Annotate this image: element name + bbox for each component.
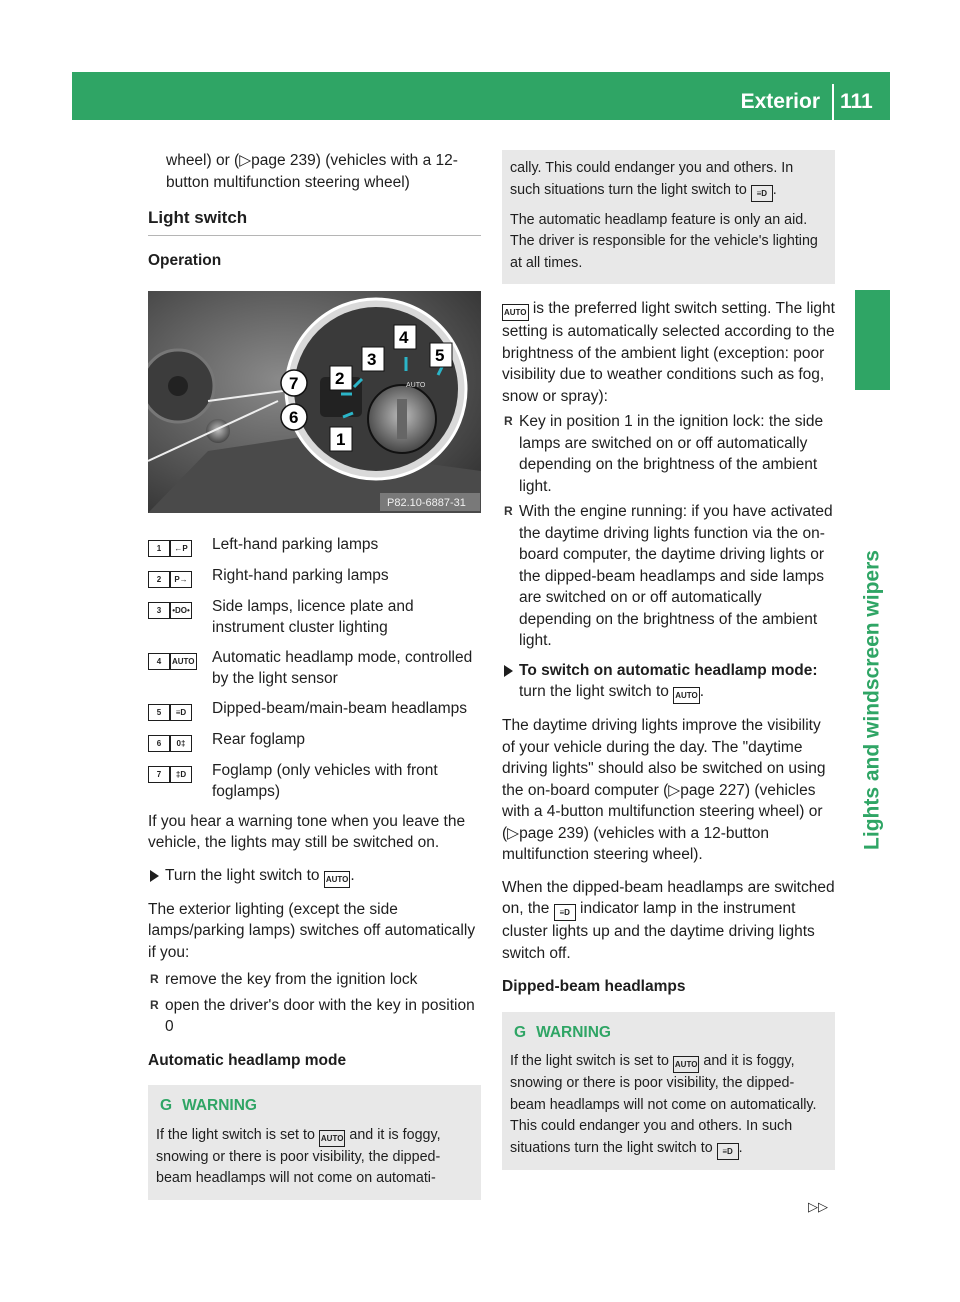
legend-item: [148, 565, 481, 588]
legend-item: [148, 698, 481, 721]
callout-number: 5: [148, 704, 170, 721]
legend-text: Dipped-beam/main-beam headlamps: [212, 699, 468, 717]
legend-text: Left-hand parking lamps: [212, 535, 379, 553]
legend-text: Side lamps, licence plate and instrument cluster lighting: [212, 597, 414, 636]
callout-number: 1: [148, 540, 170, 557]
figure-code: P82.10-6887-31: [387, 497, 466, 509]
warning-box: [148, 1085, 481, 1200]
figure-callout-3: 3: [367, 350, 377, 369]
left-column: [148, 150, 481, 1214]
legend-text: Automatic headlamp mode, controlled by the light sensor: [212, 648, 473, 687]
dipped-beam-icon: ≡D: [170, 704, 192, 721]
callout-number: 7: [148, 766, 170, 783]
figure-callout-1: 1: [336, 430, 346, 449]
side-lamp-icon: •DO•: [170, 602, 192, 619]
warning-box-continued: [502, 150, 835, 284]
warning-tone-text: If you hear a warning tone when you leave the vehicle, the lights may still be switched on.: [148, 812, 466, 851]
warning-text: If the light switch is set to AUTO and it is foggy, snowing or there is poor visibility, the dipped-beam headlamps will not come on automati-: [156, 1126, 441, 1186]
svg-text:AUTO: AUTO: [406, 382, 426, 389]
page-number: 111: [840, 90, 873, 113]
warning-text: cally. This could endanger you and others. In such situations turn the light switch to ≡D .: [510, 158, 827, 202]
figure-callout-2: 2: [335, 369, 345, 388]
warning-triangle-icon: G: [514, 1023, 527, 1041]
warning-text: If the light switch is set to AUTO and it is foggy, snowing or there is poor visibility, the dipped-beam headlamps will not come on automatically. This could endanger you and others. In such situations turn the light switch to ≡D .: [510, 1051, 827, 1160]
list-item: R open the driver's door with the key in position 0: [148, 995, 481, 1038]
auto-icon: AUTO: [319, 1130, 346, 1147]
list-item: R remove the key from the ignition lock: [148, 969, 481, 991]
subsection-title: Dipped-beam headlamps: [502, 978, 686, 995]
warning-text: The automatic headlamp feature is only an aid. The driver is responsible for the vehicle's lighting at all times.: [510, 211, 818, 271]
legend-item: [148, 647, 481, 690]
legend-item: [148, 760, 481, 803]
warning-box: [502, 1012, 835, 1170]
right-column: [502, 150, 835, 1184]
auto-icon: AUTO: [170, 653, 197, 670]
warning-title: G WARNING: [160, 1097, 257, 1114]
subsection-title: Automatic headlamp mode: [148, 1051, 347, 1069]
legend-list: [148, 534, 481, 803]
dipped-beam-text: When the dipped-beam headlamps are switched on, the ≡D indicator lamp in the instrument cluster lights up and the daytime driving lights switch off.: [502, 878, 835, 962]
light-switch-figure: [148, 291, 481, 513]
parking-lamp-left-icon: ←P: [170, 540, 192, 557]
rear-foglamp-icon: 0‡: [170, 735, 192, 752]
callout-number: 4: [148, 653, 170, 670]
figure-callout-6: 6: [289, 408, 299, 427]
list-item: R With the engine running: if you have activated the daytime driving lights function via the on-board computer, the daytime driving lights or the dipped-beam headlamps and side lamps are switched on or off automatically depending on the brightness of the ambient light.: [502, 501, 835, 652]
front-foglamp-icon: ‡D: [170, 766, 192, 783]
subsection-title: Operation: [148, 251, 222, 269]
legend-text: Right-hand parking lamps: [212, 566, 389, 584]
auto-icon: AUTO: [673, 1056, 700, 1073]
parking-lamp-right-icon: P→: [170, 571, 192, 588]
auto-icon: AUTO: [324, 871, 351, 888]
chapter-tab: [855, 290, 890, 390]
intro-text: wheel) or (▷page 239) (vehicles with a 12-button multifunction steering wheel): [166, 152, 458, 191]
section-title: Light switch: [148, 207, 481, 236]
warning-triangle-icon: G: [160, 1097, 173, 1114]
auto-icon: AUTO: [673, 687, 700, 704]
callout-number: 6: [148, 735, 170, 752]
instruction-step: To switch on automatic headlamp mode: turn the light switch to AUTO .: [502, 660, 835, 705]
list-item: R Key in position 1 in the ignition lock: the side lamps are switched on or off automatically depending on the brightness of the ambient light.: [502, 411, 835, 497]
dipped-beam-icon: ≡D: [751, 185, 773, 202]
continued-arrow-icon: ▷▷: [808, 1199, 828, 1214]
legend-item: [148, 596, 481, 639]
exterior-off-text: The exterior lighting (except the side lamps/parking lamps) switches off automatically if you:: [148, 900, 476, 961]
figure-callout-4: 4: [399, 328, 409, 347]
dipped-beam-icon: ≡D: [717, 1143, 739, 1160]
preferred-setting-text: AUTO is the preferred light switch setting. The light setting is automatically selected according to the brightness of the ambient light (exception: poor visibility due to weather conditions such as fog, snow or spray):: [502, 300, 835, 405]
legend-text: Rear foglamp: [212, 730, 306, 748]
figure-callout-5: 5: [435, 346, 445, 365]
instruction-step: Turn the light switch to AUTO .: [148, 865, 481, 888]
dipped-beam-icon: ≡D: [554, 904, 576, 921]
header-divider: [832, 84, 834, 122]
legend-item: [148, 534, 481, 557]
legend-text: Foglamp (only vehicles with front foglamps): [212, 761, 438, 800]
auto-icon: AUTO: [502, 304, 529, 321]
callout-number: 3: [148, 602, 170, 619]
section-header-title: Exterior lighting: [740, 90, 820, 141]
warning-title: G WARNING: [514, 1023, 611, 1041]
callout-number: 2: [148, 571, 170, 588]
figure-callout-7: 7: [289, 374, 299, 393]
legend-item: [148, 729, 481, 752]
daytime-lights-text: The daytime driving lights improve the visibility of your vehicle during the day. The "daytime driving lights" should also be switched on using the on-board computer (▷page 227) (vehicles with a 4-button multifunction steering wheel) or (▷page 239) (vehicles with a 12-button multifunction steering wheel).: [502, 717, 826, 863]
